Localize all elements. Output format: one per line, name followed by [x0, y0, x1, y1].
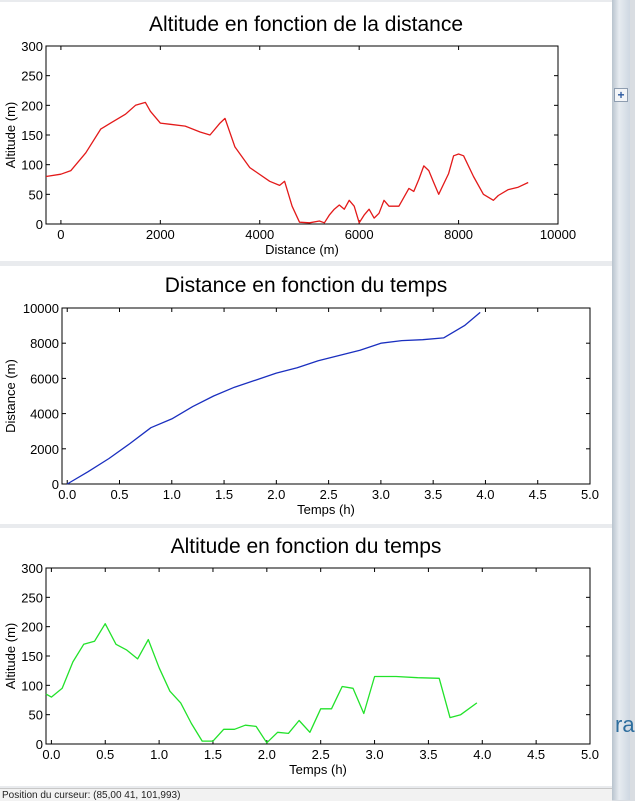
y-tick-label: 8000 — [30, 336, 59, 352]
x-tick-label: 8000 — [444, 227, 474, 242]
chart-panel-altitude-time — [0, 528, 612, 786]
y-tick-label: 150 — [21, 128, 43, 143]
x-tick-label: 4000 — [245, 227, 275, 242]
altitude-time-chart — [0, 528, 612, 786]
x-tick-label: 1.0 — [162, 487, 181, 502]
x-tick-label: 2.5 — [319, 487, 338, 502]
x-tick-label: 2.0 — [257, 747, 276, 762]
x-tick-label: 1.5 — [215, 487, 234, 502]
plot-area — [46, 568, 590, 744]
altitude-distance-chart — [0, 2, 612, 261]
side-scroll-strip[interactable] — [612, 0, 630, 800]
expand-button[interactable]: + — [614, 88, 628, 102]
y-tick-label: 200 — [21, 98, 43, 114]
y-tick-label: 0 — [35, 217, 43, 232]
y-tick-label: 100 — [21, 157, 43, 173]
x-tick-label: 3.5 — [424, 487, 443, 502]
cursor-position-text: Position du curseur: (85,00 41, 101,993) — [2, 790, 181, 801]
x-tick-label: 3.0 — [371, 487, 390, 502]
y-tick-label: 10000 — [22, 301, 59, 316]
chart-title: Altitude en fonction du temps — [170, 535, 442, 558]
y-tick-label: 50 — [28, 187, 43, 203]
y-tick-label: 4000 — [30, 406, 59, 422]
x-tick-label: 3.0 — [365, 747, 384, 762]
chart-panel-distance-time — [0, 266, 612, 524]
y-tick-label: 200 — [21, 619, 43, 635]
plot-area — [62, 308, 590, 484]
y-tick-label: 100 — [21, 678, 43, 694]
distance-time-chart — [0, 266, 612, 524]
status-bar — [0, 788, 612, 801]
x-tick-label: 4.5 — [527, 747, 546, 762]
x-tick-label: 4.5 — [528, 487, 547, 502]
y-axis-label: Altitude (m) — [3, 101, 18, 169]
chart-panel-altitude-distance — [0, 2, 612, 261]
y-tick-label: 2000 — [30, 441, 59, 457]
y-tick-label: 300 — [21, 39, 43, 54]
y-axis-label: Distance (m) — [3, 359, 18, 433]
x-tick-label: 0 — [57, 227, 65, 242]
y-tick-label: 250 — [21, 68, 43, 84]
x-tick-label: 3.5 — [419, 747, 438, 762]
x-tick-label: 10000 — [539, 227, 577, 242]
x-tick-label: 1.5 — [203, 747, 223, 762]
y-axis-label: Altitude (m) — [3, 622, 18, 690]
y-tick-label: 150 — [21, 649, 43, 664]
y-tick-label: 50 — [28, 707, 43, 723]
y-tick-label: 0 — [35, 737, 43, 752]
x-tick-label: 2.0 — [267, 487, 286, 502]
chart-title: Altitude en fonction de la distance — [148, 13, 464, 36]
x-tick-label: 6000 — [344, 227, 374, 242]
x-tick-label: 1.0 — [150, 747, 169, 762]
y-tick-label: 6000 — [30, 371, 59, 387]
x-tick-label: 0.0 — [58, 487, 77, 502]
x-tick-label: 2.5 — [311, 747, 330, 762]
x-axis-label: Distance (m) — [265, 242, 339, 257]
x-tick-label: 0.5 — [96, 747, 115, 762]
side-partial-text: ra — [615, 712, 635, 737]
x-tick-label: 0.0 — [42, 747, 61, 762]
chart-title: Distance en fonction du temps — [164, 274, 448, 297]
x-tick-label: 5.0 — [580, 487, 600, 502]
y-tick-label: 250 — [21, 590, 43, 606]
plot-area — [46, 46, 558, 224]
x-tick-label: 4.0 — [476, 487, 495, 502]
x-tick-label: 2000 — [145, 227, 175, 242]
y-tick-label: 0 — [51, 477, 59, 492]
x-axis-label: Temps (h) — [297, 502, 355, 517]
y-tick-label: 300 — [21, 561, 43, 576]
x-tick-label: 5.0 — [580, 747, 600, 762]
x-tick-label: 4.0 — [473, 747, 492, 762]
x-axis-label: Temps (h) — [289, 762, 347, 777]
x-tick-label: 0.5 — [110, 487, 129, 502]
